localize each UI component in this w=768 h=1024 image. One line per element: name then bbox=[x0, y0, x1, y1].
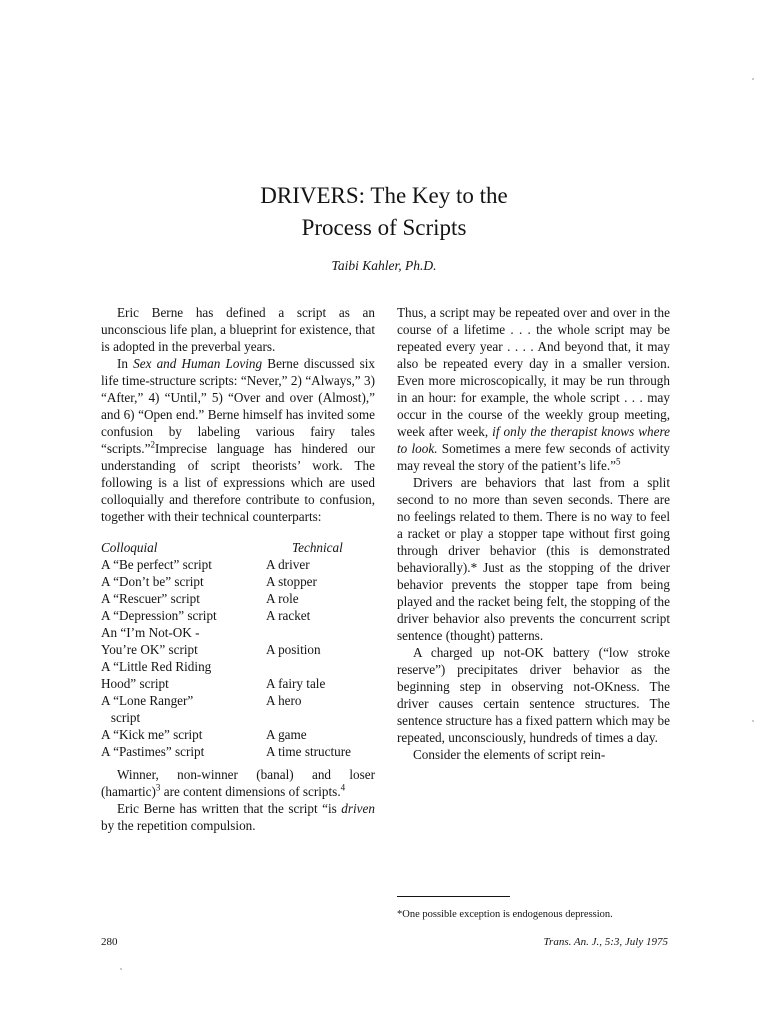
table-row bbox=[101, 590, 375, 607]
table-row bbox=[101, 573, 375, 590]
left-paragraph-4 bbox=[101, 800, 375, 834]
table-row bbox=[101, 641, 375, 658]
emphasis-driven: driven bbox=[341, 801, 375, 816]
right-paragraph-1 bbox=[397, 304, 670, 474]
left-p2-text-start: In bbox=[117, 356, 134, 371]
technical-cell: A time structure bbox=[266, 744, 351, 759]
technical-cell bbox=[266, 658, 375, 675]
left-column bbox=[101, 304, 375, 834]
colloquial-cell: A “Little Red Riding bbox=[101, 659, 212, 674]
footnote-ref-5: 5 bbox=[615, 456, 621, 467]
technical-cell: A hero bbox=[266, 693, 302, 708]
technical-cell: A racket bbox=[266, 608, 311, 623]
colloquial-cell: A “Don’t be” script bbox=[101, 574, 204, 589]
technical-cell: A role bbox=[266, 591, 299, 606]
article-title-line-2: Process of Scripts bbox=[301, 215, 467, 240]
left-p4-text-end: by the repetition compulsion. bbox=[101, 818, 256, 833]
header-technical: Technical bbox=[292, 540, 343, 555]
terms-table bbox=[101, 539, 375, 760]
technical-cell: A fairy tale bbox=[266, 676, 326, 691]
left-p3-text-mid: are content dimensions of scripts. bbox=[160, 784, 341, 799]
technical-cell bbox=[266, 624, 375, 641]
scan-speck bbox=[752, 720, 754, 722]
colloquial-cell: You’re OK” script bbox=[101, 642, 198, 657]
page-number: 280 bbox=[101, 936, 118, 948]
right-column bbox=[397, 304, 670, 763]
colloquial-cell: Hood” script bbox=[101, 676, 169, 691]
scan-speck bbox=[752, 78, 754, 80]
colloquial-cell: A “Be perfect” script bbox=[101, 557, 212, 572]
table-row bbox=[101, 726, 375, 743]
table-row bbox=[101, 607, 375, 624]
left-paragraph-2 bbox=[101, 355, 375, 525]
colloquial-cell: A “Lone Ranger” bbox=[101, 693, 194, 708]
right-paragraph-4: Consider the elements of script rein- bbox=[413, 747, 606, 762]
left-p4-text-start: Eric Berne has written that the script “is bbox=[117, 801, 342, 816]
right-p1-text-start: Thus, a script may be repeated over and over in the course of a lifetime . . . the whole script may be repeated every year . . . . And beyond that, it may also be repeated every day in a smaller version. Even more microscopically, it may be run through in an hour: for example, the whole script . . . may occur in the course of the weekly group meeting, week after week, bbox=[397, 305, 670, 439]
table-row bbox=[101, 675, 375, 692]
scan-speck bbox=[120, 968, 122, 970]
article-title-line-1: DRIVERS: The Key to the bbox=[260, 183, 508, 208]
emphasis-quote: if only the therapist knows where to look. bbox=[397, 424, 670, 456]
journal-citation: Trans. An. J., 5:3, July 1975 bbox=[543, 936, 668, 948]
technical-cell: A driver bbox=[266, 557, 310, 572]
table-row bbox=[101, 624, 375, 641]
colloquial-cell: A “Pastimes” script bbox=[101, 744, 205, 759]
footnote-ref-2: 2 bbox=[150, 439, 155, 450]
left-p3-text-start: Winner, non-winner (banal) and loser (hamartic) bbox=[101, 767, 375, 799]
table-row bbox=[101, 743, 375, 760]
book-title: Sex and Human Loving bbox=[133, 356, 263, 371]
left-paragraph-3 bbox=[101, 766, 375, 800]
colloquial-cell: A “Rescuer” script bbox=[101, 591, 200, 606]
technical-cell: A stopper bbox=[266, 574, 317, 589]
table-row bbox=[101, 709, 375, 726]
right-p1-text-end: Sometimes a mere few seconds of activity may reveal the story of the patient’s life.” bbox=[397, 441, 671, 473]
colloquial-cell: A “Kick me” script bbox=[101, 727, 203, 742]
left-p2-text-end: Imprecise language has hindered our understanding of script theorists’ work. The following is a list of expressions which are used colloquially and therefore contribute to confusion, together with their technical counterparts: bbox=[101, 441, 375, 524]
right-paragraph-2: Drivers are behaviors that last from a split second to no more than seven seconds. There are no feelings related to them. There is no way to feel a racket or play a stopper tape without first going through driver behavior (this is demonstrated behaviorally).* Just as the stopping of the driver behavior prevents the stopper tape from being played and the racket being felt, the stopping of the driver behavior also prevents the concurrent script sentence (thought) patterns. bbox=[397, 475, 670, 643]
colloquial-cell: script bbox=[101, 710, 141, 725]
terms-table-header bbox=[101, 539, 375, 556]
right-paragraph-3: A charged up not-OK battery (“low stroke reserve”) precipitates driver behavior as the beginning step in observing not-OKness. The driver causes certain sentence structures. The sentence structure has a fixed pattern which may be repeated, unconsciously, hundreds of times a day. bbox=[397, 645, 670, 745]
table-row bbox=[101, 556, 375, 573]
footnote-ref-4: 4 bbox=[340, 782, 346, 793]
technical-cell: A position bbox=[266, 642, 321, 657]
footnote: *One possible exception is endogenous depression. bbox=[397, 909, 613, 920]
left-paragraph-1: Eric Berne has defined a script as an unconscious life plan, a blueprint for existence, that is adopted in the preverbal years. bbox=[101, 305, 375, 354]
table-row bbox=[101, 692, 375, 709]
left-p2-text-mid: Berne discussed six life time-structure scripts: “Never,” 2) “Always,” 3) “After,” 4) “Until,” 5) “Over and over (Almost),” and 6) “Open end.” Berne himself has invited some confusion by labeling various fairy tales “scripts.” bbox=[101, 356, 375, 456]
technical-cell bbox=[266, 709, 375, 726]
article-author: Taibi Kahler, Ph.D. bbox=[331, 258, 437, 273]
colloquial-cell: An “I’m Not-OK - bbox=[101, 625, 200, 640]
header-colloquial: Colloquial bbox=[101, 540, 158, 555]
technical-cell: A game bbox=[266, 727, 307, 742]
table-row bbox=[101, 658, 375, 675]
footnote-ref-3: 3 bbox=[155, 782, 161, 793]
colloquial-cell: A “Depression” script bbox=[101, 608, 217, 623]
footnote-divider bbox=[397, 896, 510, 897]
